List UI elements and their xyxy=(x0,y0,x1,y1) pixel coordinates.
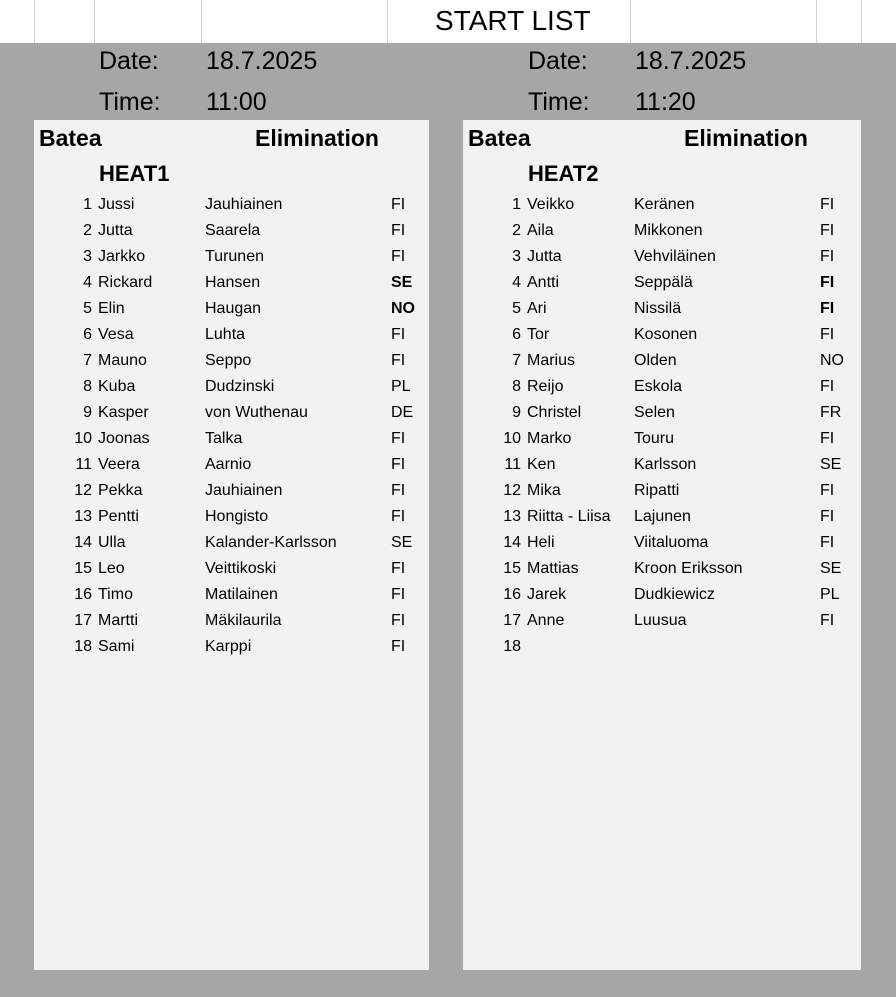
heat-title: HEAT2 xyxy=(528,161,599,186)
stage-label: Elimination xyxy=(684,125,808,151)
table-row xyxy=(34,557,429,583)
cell-divider xyxy=(34,0,35,43)
first-name: Tor xyxy=(527,326,550,343)
first-name: Veikko xyxy=(527,196,575,213)
nationality: SE xyxy=(820,560,842,577)
last-name: Selen xyxy=(634,404,675,421)
first-name: Ari xyxy=(527,300,547,317)
title-row xyxy=(0,0,896,43)
first-name: Jarek xyxy=(527,586,567,603)
start-number: 9 xyxy=(83,404,92,421)
start-number: 18 xyxy=(74,638,92,655)
nationality: FI xyxy=(391,456,406,473)
nationality: FI xyxy=(391,638,406,655)
table-row xyxy=(34,271,429,297)
cell-divider xyxy=(94,0,95,43)
first-name: Rickard xyxy=(98,274,153,291)
table-row xyxy=(463,323,861,349)
start-number: 3 xyxy=(512,248,521,265)
table-row xyxy=(34,427,429,453)
last-name: Ripatti xyxy=(634,482,680,499)
nationality: FI xyxy=(391,482,406,499)
first-name: Elin xyxy=(98,300,125,317)
cell-divider xyxy=(387,0,388,43)
table-row xyxy=(34,505,429,531)
last-name: Seppälä xyxy=(634,274,693,291)
last-name: Luusua xyxy=(634,612,687,629)
venue-label: Batea xyxy=(468,125,531,151)
stage-label: Elimination xyxy=(255,125,379,151)
start-list-1 xyxy=(34,193,429,661)
first-name: Jarkko xyxy=(98,248,146,265)
table-row xyxy=(463,271,861,297)
nationality: FI xyxy=(820,378,835,395)
start-number: 1 xyxy=(83,196,92,213)
page-title: START LIST xyxy=(435,5,591,36)
nationality: FI xyxy=(820,534,835,551)
start-number: 2 xyxy=(512,222,521,239)
start-number: 17 xyxy=(74,612,92,629)
last-name: Haugan xyxy=(205,300,262,317)
last-name: von Wuthenau xyxy=(205,404,308,421)
table-row xyxy=(463,427,861,453)
first-name: Martti xyxy=(98,612,138,629)
last-name: Saarela xyxy=(205,222,261,239)
date-label-1: Date: xyxy=(99,47,159,75)
table-row xyxy=(463,453,861,479)
date-value-2: 18.7.2025 xyxy=(635,47,747,75)
table-row xyxy=(34,323,429,349)
table-row xyxy=(463,505,861,531)
start-number: 11 xyxy=(75,456,92,473)
start-number: 11 xyxy=(504,456,521,473)
first-name: Marko xyxy=(527,430,572,447)
table-row xyxy=(34,635,429,661)
heat-panel-2 xyxy=(463,120,861,970)
start-number: 14 xyxy=(74,534,92,551)
table-row xyxy=(463,297,861,323)
nationality: FI xyxy=(820,508,835,525)
last-name: Eskola xyxy=(634,378,683,395)
start-number: 6 xyxy=(83,326,92,343)
start-number: 13 xyxy=(74,508,92,525)
nationality: FI xyxy=(820,196,835,213)
cell-divider xyxy=(201,0,202,43)
heat-panel-1 xyxy=(34,120,429,970)
start-number: 8 xyxy=(512,378,521,395)
last-name: Seppo xyxy=(205,352,252,369)
table-row xyxy=(34,401,429,427)
heat-title: HEAT1 xyxy=(99,161,170,186)
table-row xyxy=(34,609,429,635)
date-label-2: Date: xyxy=(528,47,588,75)
time-value-2: 11:20 xyxy=(635,88,696,116)
last-name: Olden xyxy=(634,352,677,369)
first-name: Pentti xyxy=(98,508,139,525)
table-row xyxy=(463,401,861,427)
first-name: Veera xyxy=(98,456,140,473)
time-label-1: Time: xyxy=(99,88,161,116)
start-number: 3 xyxy=(83,248,92,265)
first-name: Ken xyxy=(527,456,556,473)
nationality: FR xyxy=(820,404,842,421)
table-row xyxy=(34,479,429,505)
first-name: Mauno xyxy=(98,352,147,369)
table-row xyxy=(34,245,429,271)
last-name: Lajunen xyxy=(634,508,691,525)
last-name: Keränen xyxy=(634,196,695,213)
table-row xyxy=(34,193,429,219)
nationality: FI xyxy=(820,222,835,239)
last-name: Hansen xyxy=(205,274,261,291)
start-number: 9 xyxy=(512,404,521,421)
table-row xyxy=(463,635,861,661)
start-number: 1 xyxy=(512,196,521,213)
venue-label: Batea xyxy=(39,125,102,151)
table-row xyxy=(463,245,861,271)
last-name: Karppi xyxy=(205,638,252,655)
last-name: Aarnio xyxy=(205,456,252,473)
nationality: FI xyxy=(391,612,406,629)
nationality: FI xyxy=(391,560,406,577)
start-number: 5 xyxy=(83,300,92,317)
nationality: PL xyxy=(820,586,840,603)
time-value-1: 11:00 xyxy=(206,88,267,116)
last-name: Turunen xyxy=(205,248,264,265)
first-name: Jutta xyxy=(98,222,133,239)
table-row xyxy=(463,557,861,583)
first-name: Mika xyxy=(527,482,561,499)
nationality: FI xyxy=(391,248,406,265)
start-number: 17 xyxy=(503,612,521,629)
date-value-1: 18.7.2025 xyxy=(206,47,318,75)
last-name: Nissilä xyxy=(634,300,682,317)
last-name: Dudzinski xyxy=(205,378,275,395)
start-number: 12 xyxy=(74,482,92,499)
cell-divider xyxy=(816,0,817,43)
last-name: Karlsson xyxy=(634,456,697,473)
start-number: 4 xyxy=(512,274,521,291)
nationality: FI xyxy=(820,326,835,343)
start-list-2 xyxy=(463,193,861,661)
first-name: Jussi xyxy=(98,196,135,213)
nationality: FI xyxy=(391,586,406,603)
last-name: Kalander-Karlsson xyxy=(205,534,337,551)
start-number: 16 xyxy=(503,586,521,603)
nationality: FI xyxy=(820,248,835,265)
start-number: 4 xyxy=(83,274,92,291)
last-name: Jauhiainen xyxy=(205,482,283,499)
table-row xyxy=(463,583,861,609)
start-number: 16 xyxy=(74,586,92,603)
first-name: Jutta xyxy=(527,248,562,265)
start-number: 6 xyxy=(512,326,521,343)
last-name: Jauhiainen xyxy=(205,196,283,213)
table-row xyxy=(34,375,429,401)
nationality: FI xyxy=(820,612,835,629)
first-name: Kasper xyxy=(98,404,149,421)
start-number: 7 xyxy=(512,352,521,369)
first-name: Pekka xyxy=(98,482,143,499)
start-number: 15 xyxy=(503,560,521,577)
first-name: Antti xyxy=(527,274,560,291)
last-name: Viitaluoma xyxy=(634,534,709,551)
first-name: Kuba xyxy=(98,378,136,395)
nationality: PL xyxy=(391,378,411,395)
nationality: FI xyxy=(391,196,406,213)
last-name: Mäkilaurila xyxy=(205,612,282,629)
table-row xyxy=(463,531,861,557)
table-row xyxy=(34,349,429,375)
cell-divider xyxy=(861,0,862,43)
start-number: 12 xyxy=(503,482,521,499)
last-name: Kosonen xyxy=(634,326,698,343)
start-number: 8 xyxy=(83,378,92,395)
table-row xyxy=(463,479,861,505)
time-label-2: Time: xyxy=(528,88,590,116)
first-name: Joonas xyxy=(98,430,150,447)
first-name: Sami xyxy=(98,638,135,655)
start-number: 2 xyxy=(83,222,92,239)
nationality: FI xyxy=(391,326,406,343)
first-name: Heli xyxy=(527,534,555,551)
table-row xyxy=(34,453,429,479)
first-name: Mattias xyxy=(527,560,579,577)
nationality: NO xyxy=(391,300,415,317)
nationality: FI xyxy=(391,222,406,239)
start-number: 5 xyxy=(512,300,521,317)
start-number: 10 xyxy=(74,430,92,447)
start-number: 15 xyxy=(74,560,92,577)
last-name: Luhta xyxy=(205,326,246,343)
table-row xyxy=(463,193,861,219)
start-number: 13 xyxy=(503,508,521,525)
nationality: DE xyxy=(391,404,414,421)
nationality: FI xyxy=(391,430,406,447)
first-name: Leo xyxy=(98,560,125,577)
nationality: FI xyxy=(820,430,835,447)
nationality: SE xyxy=(391,274,413,291)
table-row xyxy=(463,609,861,635)
last-name: Matilainen xyxy=(205,586,278,603)
first-name: Aila xyxy=(527,222,554,239)
last-name: Mikkonen xyxy=(634,222,703,239)
last-name: Dudkiewicz xyxy=(634,586,715,603)
last-name: Vehviläinen xyxy=(634,248,716,265)
table-row xyxy=(34,531,429,557)
first-name: Ulla xyxy=(98,534,126,551)
last-name: Hongisto xyxy=(205,508,269,525)
table-row xyxy=(463,219,861,245)
nationality: NO xyxy=(820,352,844,369)
first-name: Marius xyxy=(527,352,576,369)
last-name: Touru xyxy=(634,430,675,447)
start-number: 18 xyxy=(503,638,521,655)
first-name: Timo xyxy=(98,586,133,603)
start-number: 10 xyxy=(503,430,521,447)
nationality: SE xyxy=(820,456,842,473)
table-row xyxy=(34,219,429,245)
first-name: Anne xyxy=(527,612,565,629)
nationality: FI xyxy=(820,300,835,317)
table-row xyxy=(463,375,861,401)
nationality: FI xyxy=(820,482,835,499)
cell-divider xyxy=(630,0,631,43)
first-name: Riitta - Liisa xyxy=(527,508,611,525)
first-name: Christel xyxy=(527,404,582,421)
start-number: 14 xyxy=(503,534,521,551)
table-row xyxy=(463,349,861,375)
table-row xyxy=(34,297,429,323)
last-name: Veittikoski xyxy=(205,560,277,577)
nationality: SE xyxy=(391,534,413,551)
nationality: FI xyxy=(820,274,835,291)
nationality: FI xyxy=(391,508,406,525)
table-row xyxy=(34,583,429,609)
first-name: Vesa xyxy=(98,326,134,343)
nationality: FI xyxy=(391,352,406,369)
last-name: Talka xyxy=(205,430,243,447)
start-number: 7 xyxy=(83,352,92,369)
first-name: Reijo xyxy=(527,378,564,395)
last-name: Kroon Eriksson xyxy=(634,560,743,577)
